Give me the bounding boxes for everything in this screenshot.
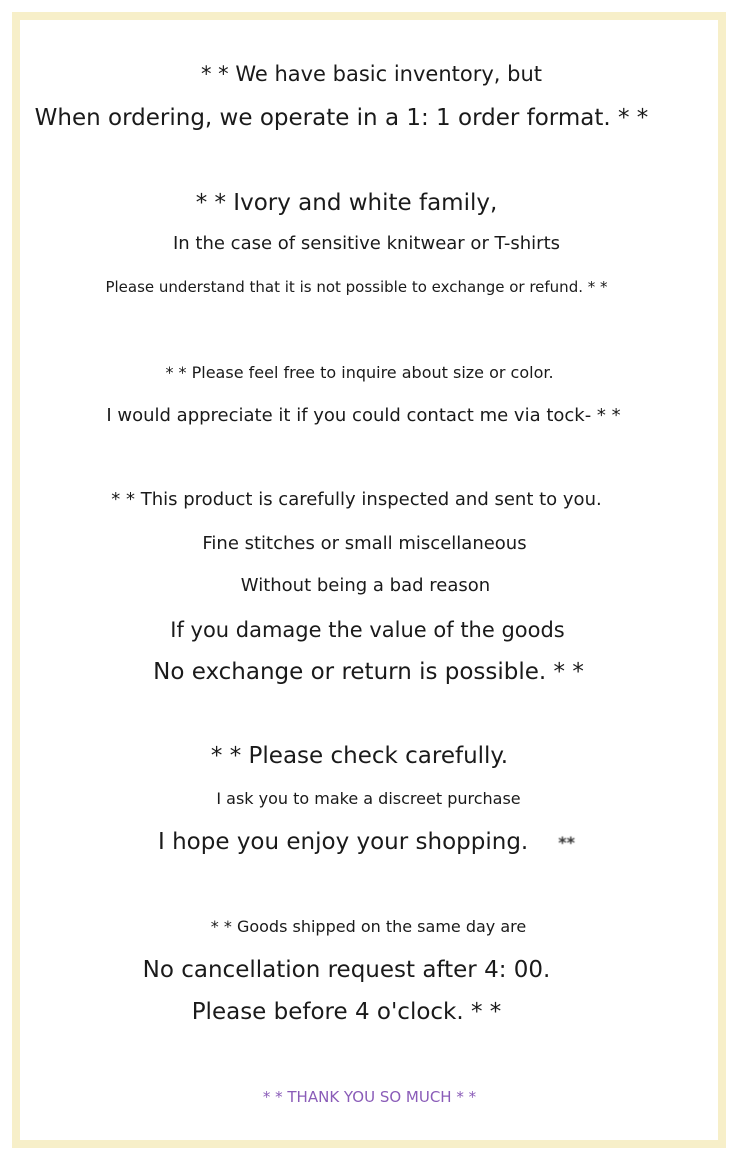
inspection-line-5: No exchange or return is possible. * * bbox=[153, 659, 584, 685]
inspection-line-2: Fine stitches or small miscellaneous bbox=[202, 533, 527, 554]
shipping-line-3: Please before 4 o'clock. * * bbox=[191, 999, 502, 1025]
check-line-2: I ask you to make a discreet purchase bbox=[216, 789, 521, 808]
check-line-3-text: I hope you enjoy your shopping. bbox=[158, 829, 529, 855]
ivory-line-2: In the case of sensitive knitwear or T-shirts bbox=[172, 233, 561, 254]
shipping-line-2: No cancellation request after 4: 00. bbox=[142, 957, 551, 983]
thank-you-note: * * THANK YOU SO MUCH * * bbox=[262, 1088, 477, 1106]
inspection-line-4: If you damage the value of the goods bbox=[170, 618, 565, 642]
check-line-3 bbox=[0, 829, 738, 857]
ivory-line-3: Please understand that it is not possible to exchange or refund. * * bbox=[105, 278, 608, 296]
inspection-line-1: * * This product is carefully inspected and sent to you. bbox=[111, 489, 602, 510]
inquiry-line-1: * * Please feel free to inquire about size or color. bbox=[165, 363, 554, 382]
inquiry-line-2: I would appreciate it if you could contact me via tock- * * bbox=[106, 405, 621, 426]
inspection-line-3: Without being a bad reason bbox=[240, 575, 491, 596]
asterisk-mark: ** bbox=[558, 832, 575, 852]
ivory-line-1: * * Ivory and white family, bbox=[195, 190, 498, 216]
inventory-line-2: When ordering, we operate in a 1: 1 order format. * * bbox=[34, 105, 649, 131]
inventory-line-1: * * We have basic inventory, but bbox=[200, 62, 543, 86]
check-line-1: * * Please check carefully. bbox=[210, 743, 509, 769]
shipping-line-1: * * Goods shipped on the same day are bbox=[210, 917, 527, 936]
